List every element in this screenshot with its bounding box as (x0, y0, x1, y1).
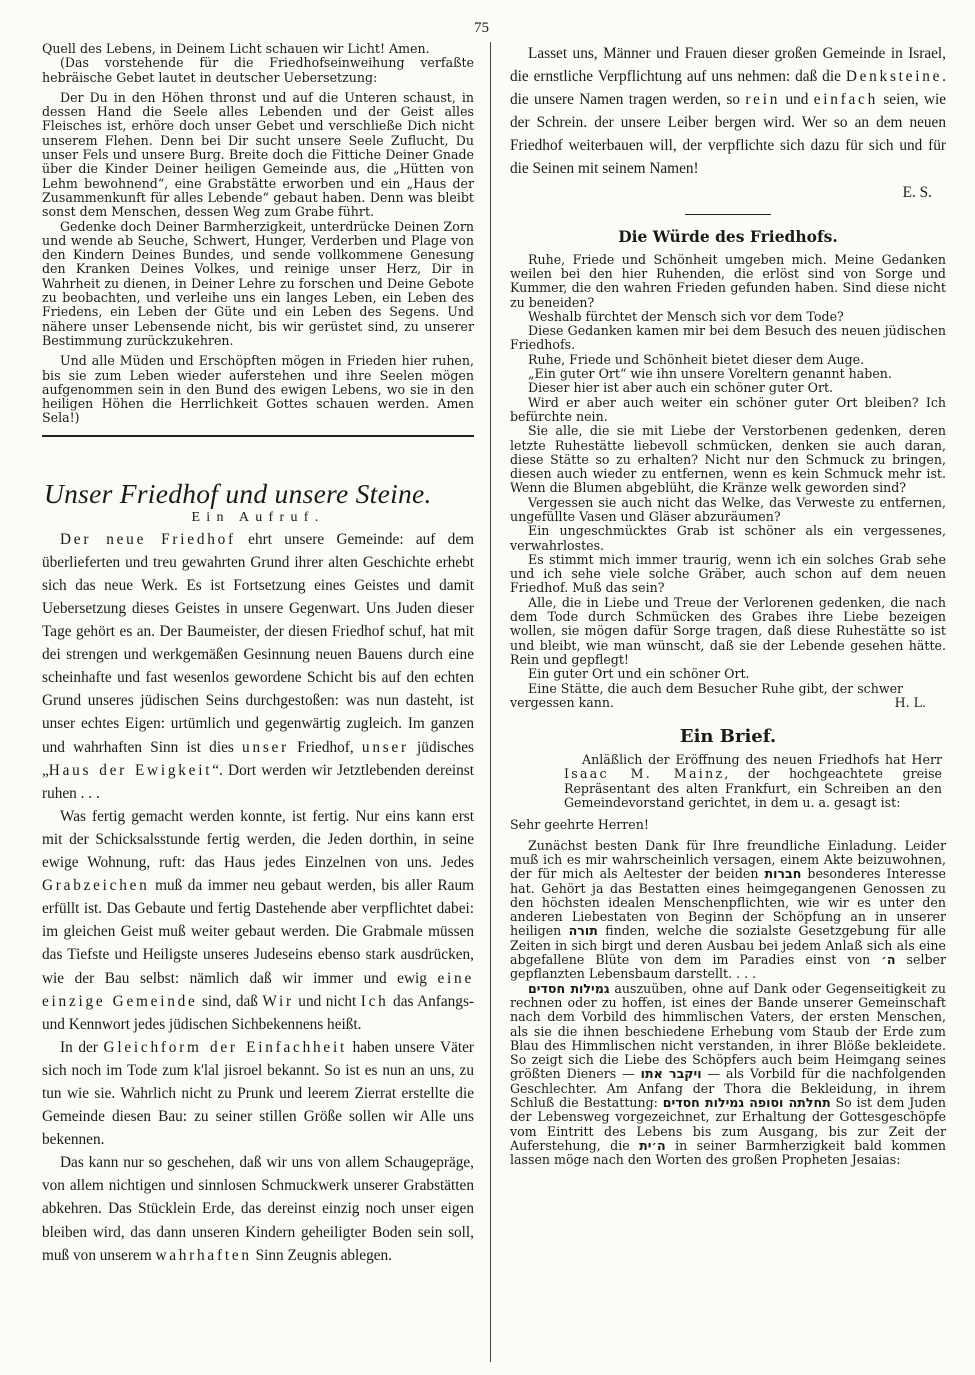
text-run: besonderes Interesse hat. Gehört ja das Bestatten eines heimgegangenen Genossen zu den höchsten idealen Menschenpflichten, wie wir es unter den anderen Liebestaten von Beginn der Schöpfung an in unserer heiligen (510, 866, 946, 939)
article-title: Unser Friedhof und unsere Steine. (44, 477, 432, 509)
emphasis: rein (745, 91, 781, 109)
wuerde-paragraph: Dieser hier ist aber auch ein schöner guter Ort. (528, 380, 834, 396)
appeal-paragraph (510, 42, 946, 181)
brief-paragraph-1 (510, 839, 946, 982)
text-run: ehrt unsere Gemeinde: auf dem überlieferten und treu gewahrten Grund ihrer alten Geschichte erhebt sich das neue Werk. Es ist Fortsetzung eines Geistes und damit Uebersetzung dieses Geistes in unsere Gegenwart. Uns Juden dieser Tage gehört es an. Der Baumeister, der diesen Friedhof schuf, hat mit dei strengen und werkgemäßen Gesinnung neuen Bauens durch eine scheinhafte und fast wesenlos gewordene Schicht bis auf den echten Grund unseres jüdischen Seins durchgestoßen: was nun dasteht, ist unser echtes Eigen: urtümlich und gegenwärtig zugleich. Im ganzen und wahrhaften Sinn ist dies (42, 530, 474, 756)
text-run: . die unsere Namen tragen werden, so (510, 68, 946, 109)
hebrew-word: ה׳ (881, 952, 896, 968)
text-run: In der (60, 1038, 104, 1056)
wuerde-paragraph: Vergessen sie auch nicht das Welke, das Verweste zu entfernen, ungefüllte Vasen und Gläser abzuräumen? (510, 494, 946, 524)
wuerde-closing: vergessen kann. (510, 694, 614, 710)
emphasis: Haus der Ewigkeit (48, 761, 213, 779)
text-run: Anläßlich der Eröffnung des neuen Friedhofs hat Herr (582, 752, 942, 768)
emphasis: Grabzeichen (42, 877, 150, 895)
emphasis: Isaac M. Mainz (564, 766, 725, 782)
hebrew-word: גמילות חסדים (528, 980, 610, 996)
text-run: seien, wie der Schrein. der unsere Leiber bergen wird. Wer so an dem neuen Friedhof weiterbauen will, der verpflichte sich dazu für sich und für die Seinen mit seinem Namen! (510, 91, 946, 178)
text-run: Friedhof, (288, 738, 362, 756)
hebrew-word: תחלתה וסופה גמילות חסדים (662, 1094, 831, 1110)
right-column (510, 42, 946, 1362)
text-run: Was fertig gemacht werden konnte, ist fertig. Nur eins kann erst mit der Schicksalsstunde fertig werden, die Jeden dorthin, in seine ewige Wohnung, ruft: das Haus jedes Einzelnen von uns. Jedes (42, 807, 474, 872)
wuerde-paragraph: Ein ungeschmücktes Grab ist schöner als ein vergessenes, verwahrlostes. (510, 523, 946, 553)
emphasis: einfach (813, 91, 879, 109)
article-paragraph-2 (42, 805, 474, 1036)
article-paragraph-1 (42, 528, 474, 805)
emphasis: unser (361, 738, 409, 756)
emphasis: eine einzige Gemeinde (42, 969, 474, 1010)
author-signature-hl: H. L. (894, 694, 926, 710)
wuerde-paragraph: „Ein guter Ort“ wie ihn unsere Voreltern genannt haben. (528, 366, 892, 382)
wuerde-paragraph: Ein guter Ort und ein schöner Ort. (528, 666, 750, 682)
wuerde-paragraph: Ruhe, Friede und Schönheit umgeben mich. Meine Gedanken weilen bei den hier Ruhenden, die erlöst sind von Sorge und Kummer, die den wahren Frieden gefunden haben. Sind diese nicht zu beneiden? (510, 251, 946, 310)
brief-intro-text (564, 753, 942, 810)
text-run: Sinn Zeugnis ablegen. (251, 1246, 392, 1264)
emphasis: wahrhaften (155, 1246, 252, 1264)
text-run: Lasset uns, Männer und Frauen dieser großen Gemeinde in Israel, die ernstliche Verpflichtung auf uns nehmen: daß die (510, 45, 946, 86)
wuerde-paragraph: Alle, die in Liebe und Treue der Verlorenen gedenken, die nach dem Tode durch Schmücken des Grabes ihre Liebe bezeigen wollen, sie mögen dafür Sorge tragen, daß diese Ruhestätte so ist und bleibt, wie man wünscht, daß sie der Lebende gesehen hätte. Rein und gepflegt! (510, 594, 946, 667)
text-run: haben unsere Väter sich noch im Tode zum k'lal jisroel bekannt. So ist es nun an uns, zu tun wie sie. Wahrlich nicht zu Prunk und leerem Zierrat erstellte die Gemeinde diesen Bau: zu seiner stillen Größe sollen wir Alle uns bekennen. (42, 1038, 474, 1149)
text-run: — als Vorbild für die nachfolgenden Geschlechter. Am Anfang der Thora die Bekleidung, in ihrem Schluß die Bestattung: (510, 1066, 946, 1110)
text-run: Zunächst besten Dank für Ihre freundliche Einladung. Leider muß ich es mir wahrscheinlich versagen, einem Akte beizuwohnen, der für mich als Aeltester der beiden (510, 837, 946, 882)
hebrew-word: ויקבר אתו (640, 1066, 702, 1082)
text-run: “. Dort werden wir Jetztlebenden dereinst ruhen . . . (42, 761, 474, 802)
text-run: in seiner Barmherzigkeit bald kommen lassen möge nach den Worten des großen Propheten Jesaias: (510, 1137, 946, 1168)
hebrew-word: חברות (764, 866, 802, 882)
author-signature-es: E. S. (902, 183, 932, 201)
text-run: Das kann nur so geschehen, daß wir uns von allem Schaugepräge, von allem nichtigen und sinnlosen Schmuckwerk unserer Grabstätten abkehren. Das Stücklein Erde, das dereinst einzig noch unser eigen bleiben wird, das dann unseren Kindern geheiligter Boden sein soll, muß von unserem (42, 1154, 474, 1264)
wuerde-paragraph: Wird er aber auch weiter ein schöner guter Ort bleiben? Ich befürchte nein. (510, 394, 946, 424)
page-number: 75 (474, 20, 489, 36)
emphasis: Gleichform der Einfachheit (103, 1038, 347, 1056)
section-divider (42, 435, 474, 437)
text-run: und nicht (293, 992, 361, 1010)
wuerde-paragraph: Sie alle, die sie mit Liebe der Verstorbenen gedenken, deren letzte Ruhestätte liebevoll schmücken, denken sie auch daran, diese Stätte so zu erhalten? Nicht nur den Schmuck zu bringen, diesen auch wieder zu entfernen, wenn es kein Schmuck mehr ist. Wenn die Blumen abgeblüht, die Kränze welk geworden sind? (510, 423, 946, 496)
prayer-closing: Quell des Lebens, in Deinem Licht schauen wir Licht! Amen. (42, 42, 430, 56)
text-run: finden, welche die sozialste Gesetzgebung für alle Zeiten in sich birgt und deren Ausbau bei jedem Anlaß sich als eine abgefallene Blüte von dem im Paradies einst von (510, 923, 946, 968)
brief-salutation: Sehr geehrte Herren! (510, 817, 649, 833)
hebrew-word: תורה (568, 923, 598, 939)
text-run: muß da immer neu gebaut werden, bis aller Raum erfüllt ist. Das Gebaute und fertig Dastehende aber verpflichtet dabei: im gleichen Geist muß weiter gebaut werden. Die Grabmale müssen das Tiefste und Heiligste unseres Judeseins ebenso stark ausdrücken, wie der Bau selbst: nämlich daß wir immer und ewig (42, 877, 474, 987)
emphasis: Denksteine (845, 68, 943, 86)
prayer-paragraph-2: Gedenke doch Deiner Barmherzigkeit, unterdrücke Deinen Zorn und wende ab Seuche, Schwert, Hunger, Verderben und Plage von den Kindern Deines Bundes, und sende vollkommene Genesung den Kranken Deines Volkes, und reinige unser Herz, Dir in Wahrheit zu dienen, in Deiner Lehre zu forschen und Deine Gebote zu beobachten, und verleihe uns ein langes Leben, ein Leben des Friedens, ein Leben der Güte und ein Leben des Segens. Und nähere unser Lebensende nicht, bis wir gerüstet sind, zu unserer Bestimmung zurückzukehren. (42, 218, 474, 348)
wuerde-signature-line (510, 696, 946, 710)
article-paragraph-3 (42, 1036, 474, 1151)
article-subtitle: Ein Aufruf. (191, 509, 325, 525)
emphasis: Wir (262, 992, 294, 1010)
emphasis: unser (242, 738, 289, 756)
brief-intro (510, 753, 946, 810)
wuerde-paragraph: Es stimmt mich immer traurig, wenn ich ein solches Grab sehe und ich sehe viele solche Gräber, auch schon auf dem neuen Friedhof. Muß das sein? (510, 551, 946, 596)
text-run: jüdisches „ (42, 738, 474, 779)
text-run: selber gepflanzten Lebensbaum darstellt. . . . (510, 952, 946, 982)
text-run: auszuüben, ohne auf Dank oder Gegenseitigkeit zu rechnen oder zu hoffen, ist eines der Bande unserer Gemeinschaft nach dem Vorbild des himmlischen Vaters, der ersten Menschen, als sie die ihnen beschiedene Erhebung vom Staub der Erde zum Blau des Himmlischen nicht verstanden, in ihrer Blöße bekleidete. So zeigt sich die Liebe des Schöpfers auch beim Heimgang seines größten Dieners — (510, 980, 946, 1082)
text-run: sind, daß (197, 992, 263, 1010)
text-run: das Anfangs- und Kennwort jedes jüdischen Sichbekennens heißt. (42, 992, 474, 1033)
prayer-paragraph-3: Und alle Müden und Erschöpften mögen in Frieden hier ruhen, bis sie zum Leben wieder auferstehen und ihre Seelen mögen aufgenommen sein in den Bund des ewigen Lebens, wo sie in den heiligen Höhen die Herrlichkeit Gottes schauen werden. Amen Sela!) (42, 353, 474, 426)
section-divider (685, 214, 771, 215)
text-run: , der hochgeachtete greise Repräsentant des alten Frankfurt, ein Schreiben an den Gemeindevorstand gerichtet, in dem u. a. gesagt ist: (564, 766, 943, 811)
emphasis: Ich (360, 992, 389, 1010)
column-divider (490, 42, 491, 1362)
left-column (42, 42, 474, 1362)
prayer-paragraph-1: Der Du in den Höhen thronst und auf die Unteren schaust, in dessen Hand die Seele alles Lebenden und der Geist alles Fleisches ist, erhöre doch unser Gebet und verschließe Dich nicht unserem Flehen. Denn bei Dir sucht unsere Seele Zuflucht, Du unser Fels und unsere Burg. Breite doch die Fittiche Deiner Gnade über die Kinder Deiner heiligen Gemeinde aus, die „Hütten von Lehm bewohnend“, eine Grabstätte erworben und ein „Haus der Zusammenkunft für alles Lebende“ gebaut haben. Denn was bleibt sonst dem Menschen, dessen Weg zum Grabe führt. (42, 89, 474, 220)
wuerde-paragraph: Eine Stätte, die auch dem Besucher Ruhe gibt, der schwer (528, 680, 904, 696)
translation-note: (Das vorstehende für die Friedhofseinweihung verfaßte hebräische Gebet lautet in deutscher Uebersetzung: (42, 55, 474, 85)
section-title-wuerde: Die Würde des Friedhofs. (618, 226, 838, 246)
brief-paragraph-2 (510, 982, 946, 1168)
wuerde-paragraph: Ruhe, Friede und Schönheit bietet dieser dem Auge. (528, 351, 865, 367)
wuerde-paragraph: Weshalb fürchtet der Mensch sich vor dem Tode? (528, 308, 844, 324)
lead-phrase: Der neue Friedhof (60, 530, 236, 548)
article-paragraph-4 (42, 1151, 474, 1266)
text-run: und (780, 91, 814, 109)
hebrew-word: ה׳ית (639, 1137, 666, 1153)
wuerde-paragraph: Diese Gedanken kamen mir bei dem Besuch des neuen jüdischen Friedhofs. (510, 323, 946, 353)
section-title-brief: Ein Brief. (679, 726, 777, 748)
text-run: So ist dem Juden der Lebensweg vorgezeichnet, zur Erhaltung der Gottesgeschöpfe vom Eintritt des Lebens bis zum Ausgang, bis zur Zeit der Auferstehung, die (510, 1094, 946, 1153)
